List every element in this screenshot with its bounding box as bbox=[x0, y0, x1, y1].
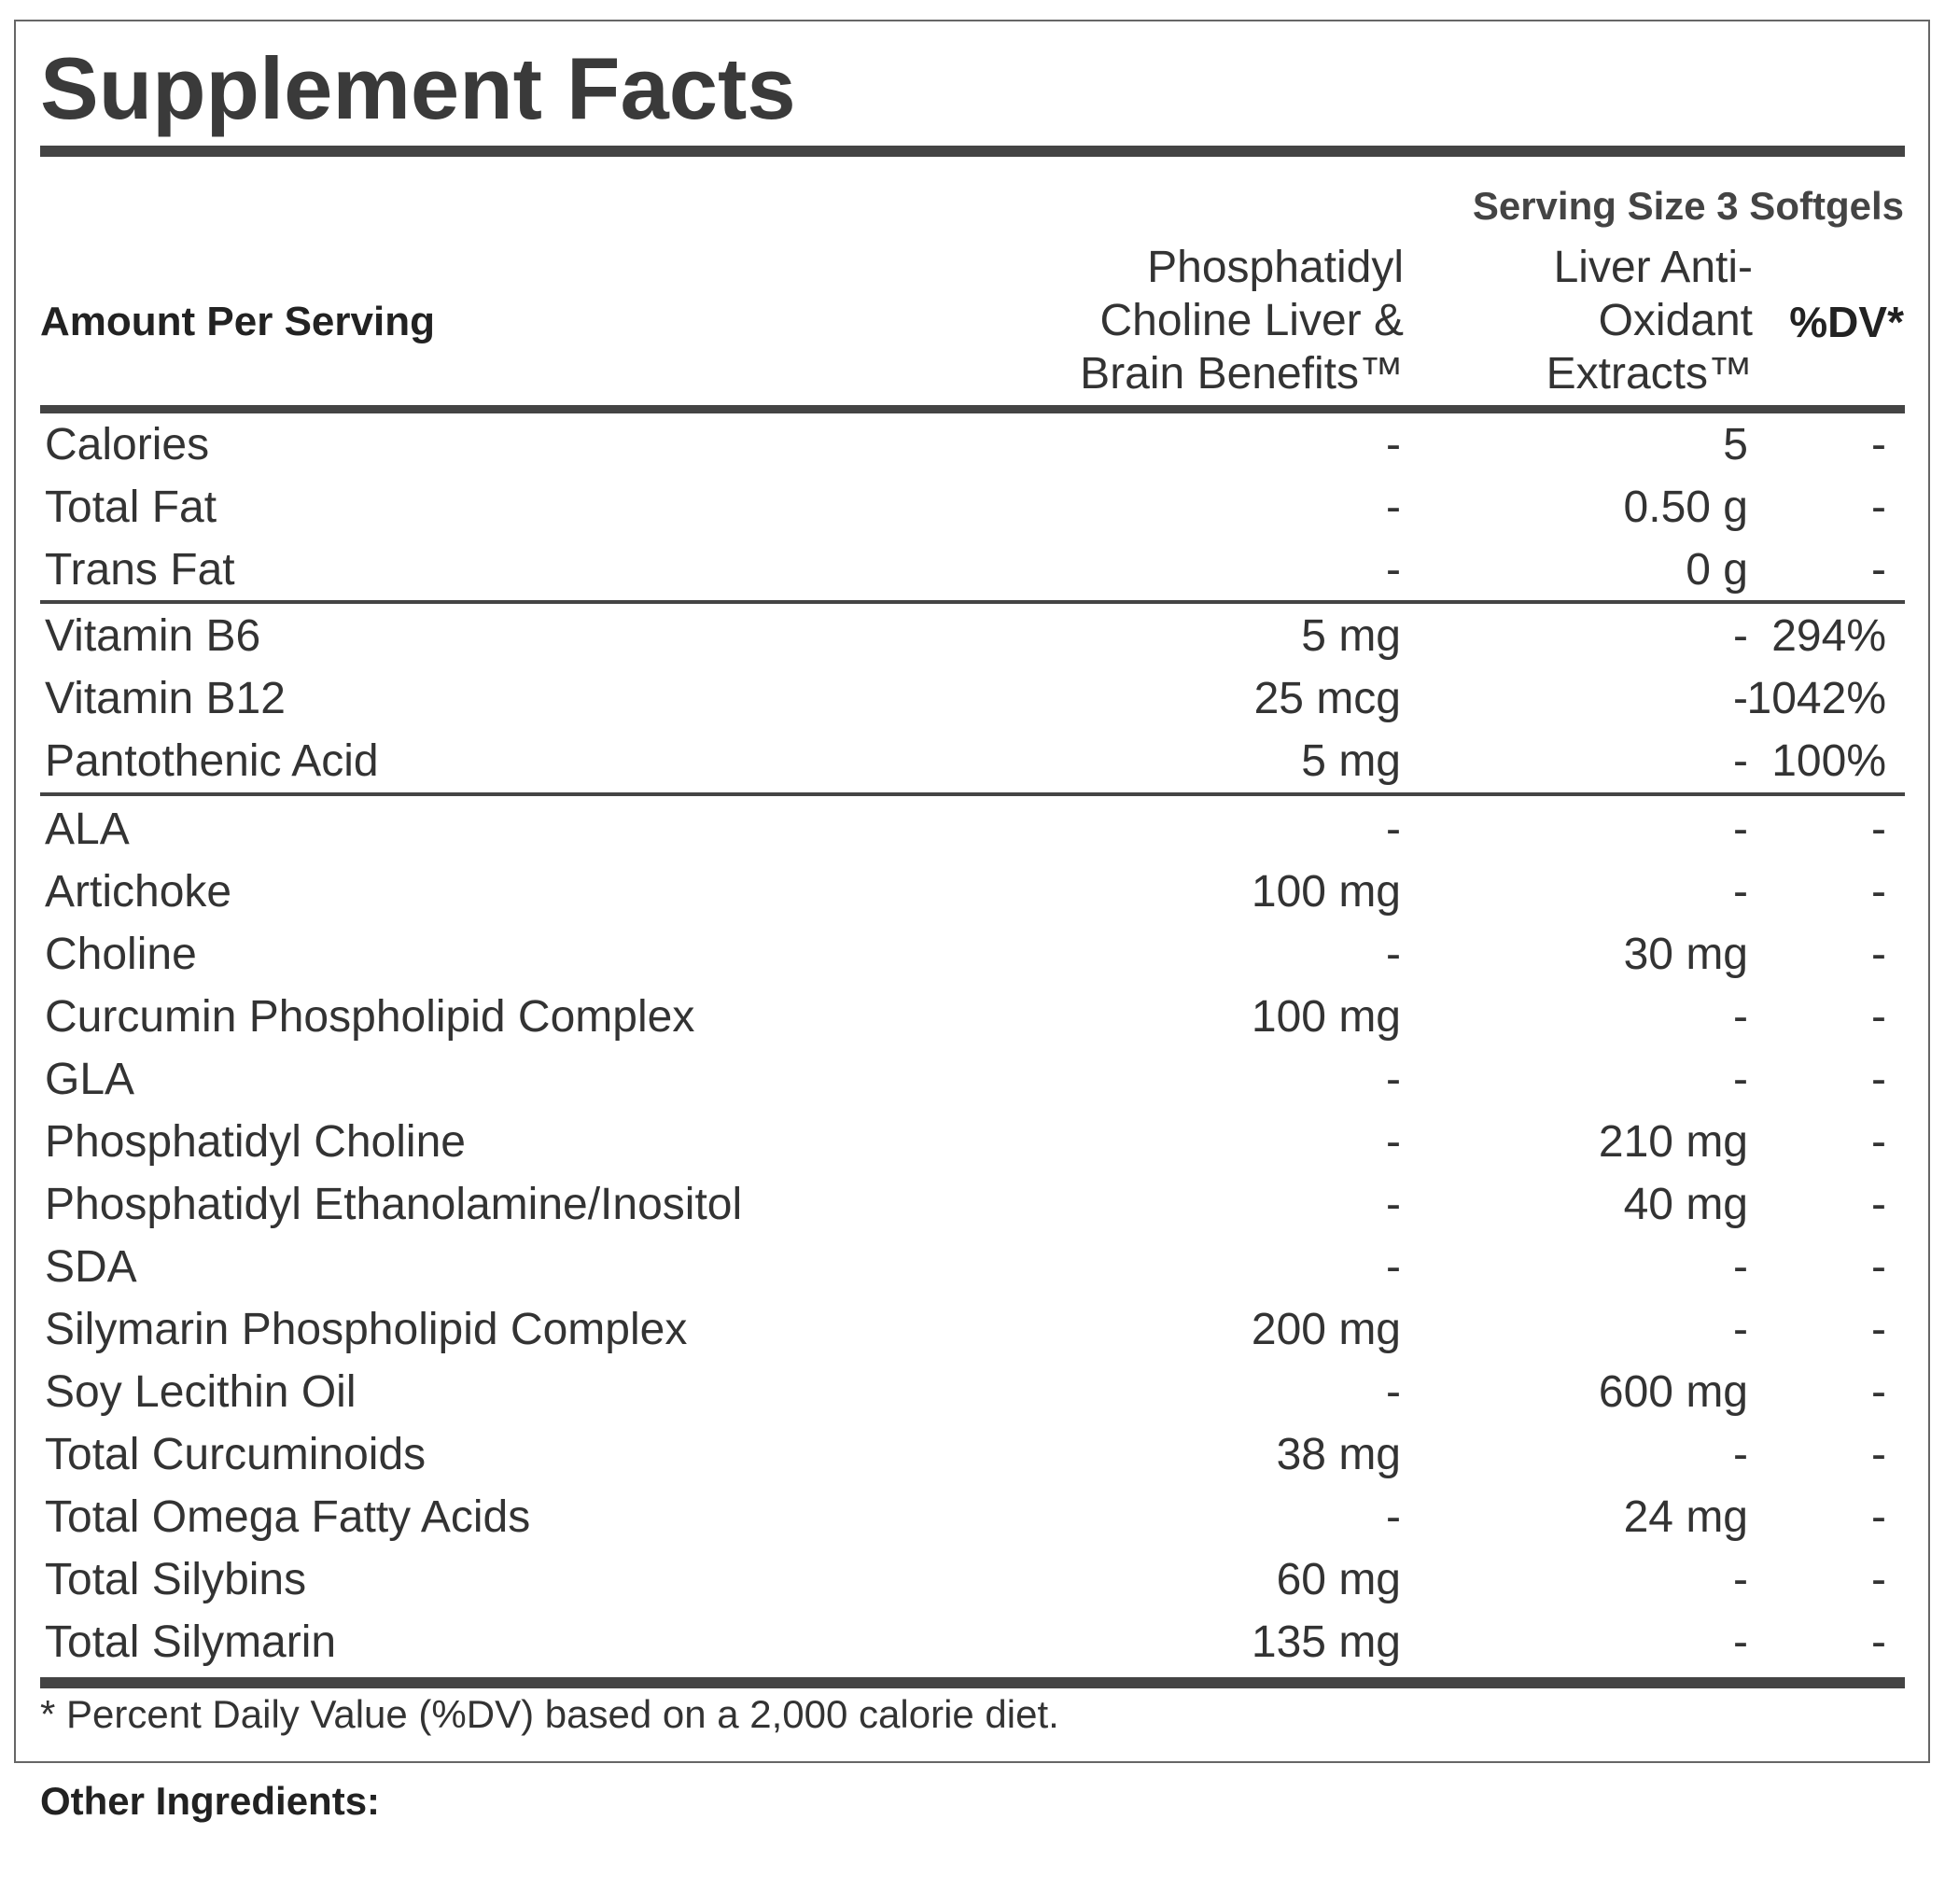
column-header-liver-antioxidant bbox=[1546, 241, 1753, 400]
phosphatidyl-choline-amount: 135 mg bbox=[1251, 1617, 1401, 1667]
table-row bbox=[40, 1486, 1905, 1548]
phosphatidyl-choline-amount: 200 mg bbox=[1251, 1305, 1401, 1354]
ingredient-name: Vitamin B12 bbox=[45, 674, 286, 723]
liver-antioxidant-amount: 40 mg bbox=[1623, 1180, 1748, 1229]
header-divider bbox=[40, 405, 1905, 413]
ingredient-name: Phosphatidyl Ethanolamine/Inositol bbox=[45, 1180, 743, 1229]
daily-value: - bbox=[1871, 1492, 1886, 1542]
table-row bbox=[40, 798, 1905, 861]
ingredient-name: Total Silybins bbox=[45, 1555, 307, 1604]
liver-antioxidant-amount: - bbox=[1733, 992, 1748, 1042]
table-row bbox=[40, 539, 1905, 601]
liver-antioxidant-amount: - bbox=[1733, 867, 1748, 917]
section-macros bbox=[40, 413, 1905, 601]
ingredient-name: Phosphatidyl Choline bbox=[45, 1117, 466, 1167]
phosphatidyl-choline-amount: - bbox=[1386, 420, 1401, 469]
serving-size: Serving Size 3 Softgels bbox=[1472, 184, 1904, 228]
liver-antioxidant-amount: - bbox=[1733, 611, 1748, 661]
table-row bbox=[40, 1048, 1905, 1111]
column-header-line: Oxidant bbox=[1598, 296, 1753, 345]
phosphatidyl-choline-amount: - bbox=[1386, 1180, 1401, 1229]
phosphatidyl-choline-amount: 5 mg bbox=[1301, 611, 1401, 661]
phosphatidyl-choline-amount: - bbox=[1386, 545, 1401, 595]
liver-antioxidant-amount: 5 bbox=[1723, 420, 1748, 469]
daily-value: - bbox=[1871, 1367, 1886, 1417]
phosphatidyl-choline-amount: 38 mg bbox=[1276, 1430, 1401, 1479]
daily-value: - bbox=[1871, 545, 1886, 595]
liver-antioxidant-amount: - bbox=[1733, 1305, 1748, 1354]
liver-antioxidant-amount: 0 g bbox=[1686, 545, 1748, 595]
daily-value: - bbox=[1871, 1430, 1886, 1479]
daily-value: - bbox=[1871, 805, 1886, 854]
column-header-phosphatidyl-choline bbox=[1080, 241, 1404, 400]
phosphatidyl-choline-amount: - bbox=[1386, 805, 1401, 854]
daily-value: - bbox=[1871, 930, 1886, 979]
table-row bbox=[40, 1111, 1905, 1173]
liver-antioxidant-amount: - bbox=[1733, 1242, 1748, 1292]
phosphatidyl-choline-amount: 5 mg bbox=[1301, 736, 1401, 786]
ingredient-name: Artichoke bbox=[45, 867, 232, 917]
liver-antioxidant-amount: 600 mg bbox=[1598, 1367, 1748, 1417]
bottom-divider bbox=[40, 1677, 1905, 1688]
liver-antioxidant-amount: - bbox=[1733, 1055, 1748, 1104]
column-header-line: Phosphatidyl bbox=[1147, 243, 1404, 292]
ingredient-name: Total Omega Fatty Acids bbox=[45, 1492, 531, 1542]
liver-antioxidant-amount: - bbox=[1733, 805, 1748, 854]
phosphatidyl-choline-amount: 100 mg bbox=[1251, 992, 1401, 1042]
liver-antioxidant-amount: 30 mg bbox=[1623, 930, 1748, 979]
daily-value: - bbox=[1871, 1117, 1886, 1167]
table-row bbox=[40, 1236, 1905, 1298]
table-row bbox=[40, 476, 1905, 539]
table-row bbox=[40, 1611, 1905, 1673]
table-row bbox=[40, 1298, 1905, 1361]
phosphatidyl-choline-amount: 100 mg bbox=[1251, 867, 1401, 917]
page-title: Supplement Facts bbox=[40, 39, 796, 137]
table-row bbox=[40, 986, 1905, 1048]
daily-value: - bbox=[1871, 1055, 1886, 1104]
liver-antioxidant-amount: - bbox=[1733, 736, 1748, 786]
phosphatidyl-choline-amount: - bbox=[1386, 1367, 1401, 1417]
column-header-line: Choline Liver & bbox=[1099, 296, 1404, 345]
daily-value: - bbox=[1871, 992, 1886, 1042]
ingredient-name: Total Silymarin bbox=[45, 1617, 337, 1667]
phosphatidyl-choline-amount: - bbox=[1386, 1055, 1401, 1104]
phosphatidyl-choline-amount: - bbox=[1386, 483, 1401, 532]
phosphatidyl-choline-amount: 25 mcg bbox=[1253, 674, 1401, 723]
ingredient-name: Total Fat bbox=[45, 483, 217, 532]
section-divider bbox=[40, 792, 1905, 796]
ingredient-name: Trans Fat bbox=[45, 545, 235, 595]
daily-value: - bbox=[1871, 1180, 1886, 1229]
phosphatidyl-choline-amount: - bbox=[1386, 1492, 1401, 1542]
dv-header: %DV* bbox=[1789, 298, 1904, 346]
ingredient-name: Silymarin Phospholipid Complex bbox=[45, 1305, 688, 1354]
daily-value: - bbox=[1871, 483, 1886, 532]
ingredient-name: Choline bbox=[45, 930, 197, 979]
ingredient-name: ALA bbox=[45, 805, 130, 854]
table-row bbox=[40, 730, 1905, 792]
liver-antioxidant-amount: 0.50 g bbox=[1623, 483, 1748, 532]
ingredient-name: Vitamin B6 bbox=[45, 611, 261, 661]
title-divider bbox=[40, 146, 1905, 157]
other-ingredients-label: Other Ingredients: bbox=[40, 1779, 381, 1823]
column-header-line: Brain Benefits™ bbox=[1080, 349, 1404, 399]
daily-value: 294% bbox=[1771, 611, 1886, 661]
phosphatidyl-choline-amount: - bbox=[1386, 1242, 1401, 1292]
daily-value: 1042% bbox=[1746, 674, 1886, 723]
ingredient-name: Total Curcuminoids bbox=[45, 1430, 427, 1479]
table-row bbox=[40, 605, 1905, 667]
daily-value: - bbox=[1871, 867, 1886, 917]
ingredient-name: Soy Lecithin Oil bbox=[45, 1367, 357, 1417]
table-row bbox=[40, 413, 1905, 476]
daily-value: - bbox=[1871, 1242, 1886, 1292]
liver-antioxidant-amount: - bbox=[1733, 1617, 1748, 1667]
phosphatidyl-choline-amount: - bbox=[1386, 930, 1401, 979]
daily-value: - bbox=[1871, 420, 1886, 469]
table-row bbox=[40, 1361, 1905, 1423]
column-header-line: Liver Anti- bbox=[1553, 243, 1753, 292]
section-vitamins bbox=[40, 605, 1905, 792]
daily-value: 100% bbox=[1771, 736, 1886, 786]
phosphatidyl-choline-amount: - bbox=[1386, 1117, 1401, 1167]
daily-value: - bbox=[1871, 1305, 1886, 1354]
ingredient-name: Calories bbox=[45, 420, 210, 469]
liver-antioxidant-amount: - bbox=[1733, 1555, 1748, 1604]
ingredient-name: SDA bbox=[45, 1242, 137, 1292]
ingredient-name: Curcumin Phospholipid Complex bbox=[45, 992, 695, 1042]
table-row bbox=[40, 1548, 1905, 1611]
liver-antioxidant-amount: - bbox=[1733, 1430, 1748, 1479]
column-header-line: Extracts™ bbox=[1546, 349, 1753, 399]
dv-footnote: * Percent Daily Value (%DV) based on a 2,000 calorie diet. bbox=[40, 1692, 1059, 1736]
ingredient-name: GLA bbox=[45, 1055, 135, 1104]
ingredient-name: Pantothenic Acid bbox=[45, 736, 379, 786]
liver-antioxidant-amount: - bbox=[1733, 674, 1748, 723]
daily-value: - bbox=[1871, 1555, 1886, 1604]
table-row bbox=[40, 1173, 1905, 1236]
amount-per-serving-label: Amount Per Serving bbox=[40, 299, 435, 344]
phosphatidyl-choline-amount: 60 mg bbox=[1276, 1555, 1401, 1604]
table-row bbox=[40, 1423, 1905, 1486]
table-row bbox=[40, 861, 1905, 923]
table-row bbox=[40, 667, 1905, 730]
section-ingredients bbox=[40, 798, 1905, 1673]
liver-antioxidant-amount: 24 mg bbox=[1623, 1492, 1748, 1542]
section-divider bbox=[40, 600, 1905, 604]
daily-value: - bbox=[1871, 1617, 1886, 1667]
table-row bbox=[40, 923, 1905, 986]
liver-antioxidant-amount: 210 mg bbox=[1598, 1117, 1748, 1167]
